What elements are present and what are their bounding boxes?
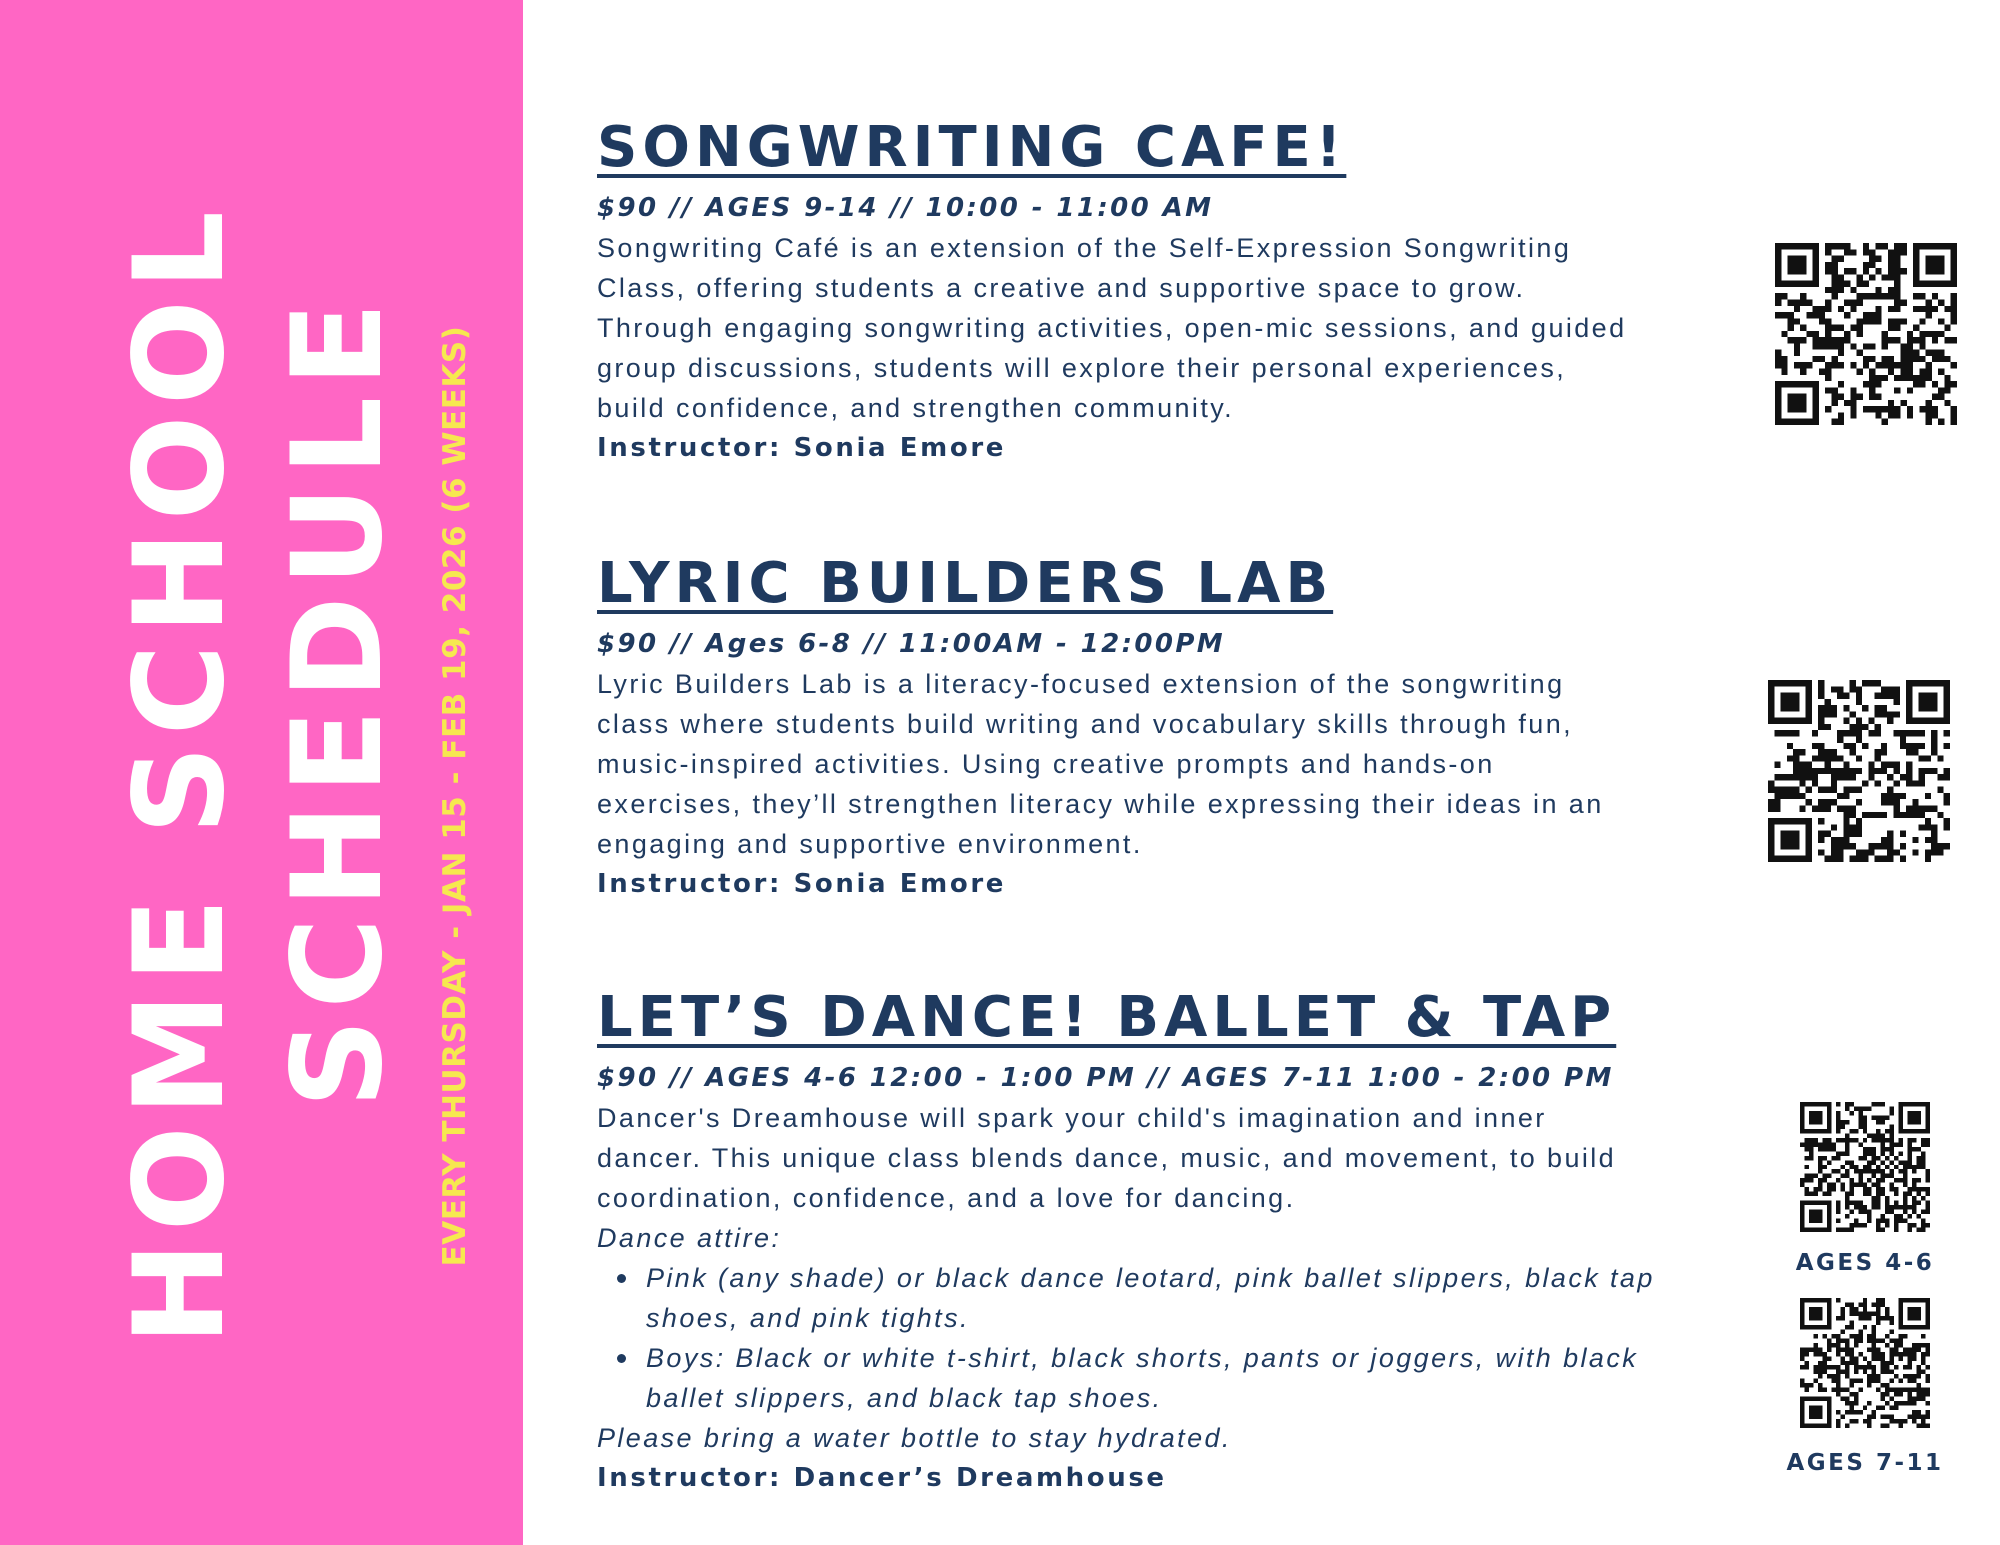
description-line: Class, offering students a creative and supportive space to grow. xyxy=(597,273,1526,303)
attire-heading: Dance attire: xyxy=(597,1223,782,1253)
qr-code-graphic xyxy=(1775,243,1957,425)
description-line: coordination, confidence, and a love for dancing. xyxy=(597,1183,1296,1213)
description-line: music-inspired activities. Using creative prompts and hands-on xyxy=(597,749,1495,779)
attire-list-item xyxy=(597,1258,1737,1338)
description-line: Songwriting Café is an extension of the Self-Expression Songwriting xyxy=(597,233,1572,263)
class-description xyxy=(597,228,1737,428)
description-line: build confidence, and strengthen community. xyxy=(597,393,1235,423)
sidebar-title-home-school: HOME SCHOOL xyxy=(108,200,252,1345)
description-line: Dancer's Dreamhouse will spark your child's imagination and inner xyxy=(597,1103,1547,1133)
qr-code-icon[interactable] xyxy=(1775,243,1957,425)
attire-line: shoes, and pink tights. xyxy=(646,1303,970,1333)
attire-line: Boys: Black or white t-shirt, black shorts, pants or joggers, with black xyxy=(646,1343,1639,1373)
class-description xyxy=(597,664,1737,864)
qr-label-ages-4-6: AGES 4-6 xyxy=(1795,1250,1935,1276)
sidebar-subtitle-dates: EVERY THURSDAY - JAN 15 - FEB 19, 2026 (6 WEEKS) xyxy=(437,325,473,1267)
attire-list xyxy=(597,1258,1737,1418)
class-note: Please bring a water bottle to stay hydrated. xyxy=(597,1423,1232,1453)
sidebar-title-schedule: SCHEDULE xyxy=(266,291,410,1108)
class-title: LYRIC BUILDERS LAB xyxy=(597,551,1334,616)
bullet-icon xyxy=(617,1274,626,1283)
sidebar-banner xyxy=(0,0,523,1545)
qr-code-icon[interactable] xyxy=(1800,1102,1930,1232)
qr-code-icon[interactable] xyxy=(1768,680,1950,862)
class-title: SONGWRITING CAFE! xyxy=(597,115,1347,180)
description-line: Lyric Builders Lab is a literacy-focused extension of the songwriting xyxy=(597,669,1565,699)
class-section-lets-dance xyxy=(597,982,1737,1498)
class-section-songwriting-cafe xyxy=(597,112,1737,468)
class-instructor: Instructor: Dancer’s Dreamhouse xyxy=(597,1463,1167,1493)
class-instructor: Instructor: Sonia Emore xyxy=(597,869,1006,899)
class-section-lyric-builders-lab xyxy=(597,548,1737,904)
class-meta: $90 // AGES 9-14 // 10:00 - 11:00 AM xyxy=(597,193,1214,223)
attire-line: Pink (any shade) or black dance leotard, pink ballet slippers, black tap xyxy=(646,1263,1655,1293)
description-line: exercises, they’ll strengthen literacy while expressing their ideas in an xyxy=(597,789,1604,819)
class-meta: $90 // Ages 6-8 // 11:00AM - 12:00PM xyxy=(597,629,1226,659)
qr-code-graphic xyxy=(1768,680,1950,862)
bullet-icon xyxy=(617,1354,626,1363)
class-description xyxy=(597,1098,1737,1458)
description-line: class where students build writing and vocabulary skills through fun, xyxy=(597,709,1574,739)
qr-code-graphic xyxy=(1800,1102,1930,1232)
qr-code-graphic xyxy=(1800,1298,1930,1428)
class-title: LET’S DANCE! BALLET & TAP xyxy=(597,985,1617,1050)
attire-line: ballet slippers, and black tap shoes. xyxy=(646,1383,1163,1413)
qr-label-ages-7-11: AGES 7-11 xyxy=(1786,1450,1944,1476)
qr-code-icon[interactable] xyxy=(1800,1298,1930,1428)
description-line: group discussions, students will explore their personal experiences, xyxy=(597,353,1567,383)
class-instructor: Instructor: Sonia Emore xyxy=(597,433,1006,463)
class-meta: $90 // AGES 4-6 12:00 - 1:00 PM // AGES 7-11 1:00 - 2:00 PM xyxy=(597,1063,1614,1093)
description-line: Through engaging songwriting activities, open-mic sessions, and guided xyxy=(597,313,1627,343)
description-line: engaging and supportive environment. xyxy=(597,829,1143,859)
description-line: dancer. This unique class blends dance, music, and movement, to build xyxy=(597,1143,1617,1173)
attire-list-item xyxy=(597,1338,1737,1418)
